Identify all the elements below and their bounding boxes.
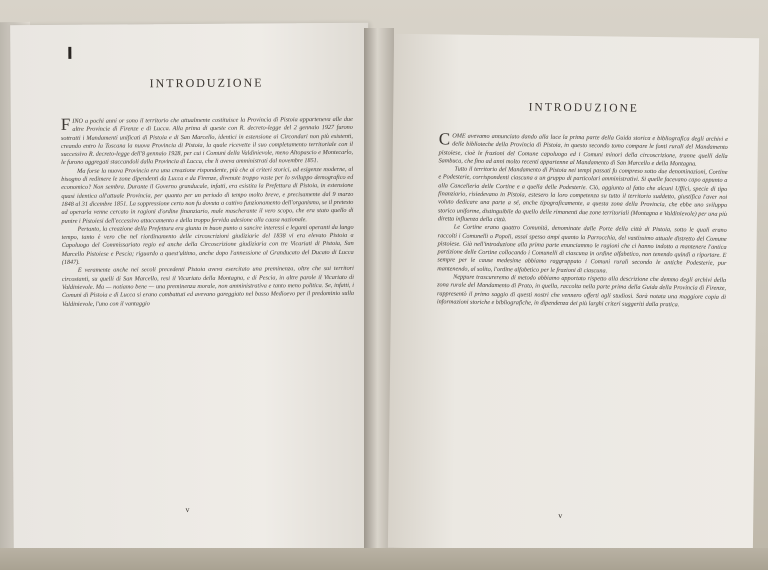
left-paragraph-3: Pertanto, la creazione della Prefettura era giunta in buon punto a sancire interessi e legami operanti da lungo tempo, tanto è vero che nel riordinamento delle circoscrizioni giudiziarie del 1838 vi era elevato Pistoia a Capoluogo del Commissariato regio ed anche della Circoscrizione giudiziaria con tre Vicariati di Pistoia, San Marcello Pistoiese e Pescia; riguardo a quest'ultimo, anche dopo l'annessione al Granducato del Ducato di Lucca (1847). bbox=[61, 223, 354, 266]
left-page-title: INTRODUZIONE bbox=[149, 75, 264, 91]
right-paragraph-4: Neppure trascureremo di metodo abbiamo apportato rispetto alla descrizione che demmo degli archivi della zona rurale del Mandamento di Prato, in quella, raccolta nella parte prima della Guida della Provincia di Firenze, rappresentò il primo saggio di questi nostri che vennero offerti agli studiosi. Sarà notata una maggiore copia di informazioni storiche e bibliografiche, in dipendenza dei più larghi criteri suggeriti dalla pratica. bbox=[436, 273, 727, 309]
left-page-number: v bbox=[185, 505, 190, 515]
left-paragraph-1: FINO a pochi anni or sono il territorio che attualmente costituisce la Provincia di Pistoia apparteneva alle due altre Provincie di Firenze e di Lucca. Alla prima di queste con R. decreto-legge del 2 gennaio 1927 furono sottratti i Mandamenti unificati di Pistoia e di San Marcello, identici in estensione ai Circondari non più esistenti, creando entro la Toscana la nuova Provincia di Pistoia, la quale ricevette il suo completamento territoriale con il successivo R. decreto-legge dell'8 gennaio 1928, per cui i Comuni della Valdinievole, meno Altopascio e Montecarlo, le furono aggregati staccandoli dalla Provincia di Lucca, che li aveva amministrati dal novembre 1851. bbox=[60, 114, 354, 167]
left-page bbox=[10, 23, 372, 557]
left-paragraph-2: Ma forse la nuova Provincia era una creazione rispondente, più che ai criteri storici, ad esigenze moderne, al bisogno di redimere le zone dipendenti da Lucca e da Firenze, divenute troppo vaste per lo sviluppo demografico ed economico? Non sembra. Durante il Governo granducale, infatti, era esistita la Prefettura di Pistoia, in estensione quasi identica all'attuale Provincia, per quanto per un periodo di tempo molto breve, e precisamente dal 9 marzo 1848 al 31 dicembre 1851. La soppressione certo non fu dovuta a cattivo funzionamento dell'organismo, se il pretesto ad operarla venne cercato in ragioni d'ordine finanziario, male mascherante il vero scopo, che era stato quello di punire i Pistoiesi dell'eccessivo attaccamento e della troppo fervida adesione alla causa nazionale. bbox=[61, 165, 354, 225]
right-paragraph-3: Le Cortine erano quattro Comunità, denominate dalle Porte della città di Pistoia, sotto le quali erano raccolti i Comunelli o Popoli, assai spesso ampi quanto la Parrocchia, del vastissimo attuale distretto del Comune pistoiese. Già nell'introduzione alla prima parte enunciammo le ragioni che ci hanno indotto a mantenere l'antica partizione delle Cortine collocando i Comunelli di ciascuna in ordine alfabetico, non tenendo quindi a riportare. E sempre per le cause medesime abbiamo raggruppato i Comuni rurali secondo le antiche Podesterie, pur mantenendo, al solito, l'ordine alfabetico per le frazioni di ciascuna. bbox=[437, 223, 727, 275]
right-paragraph-2: Tutto il territorio del Mandamento di Pistoia nei tempi passati fu compreso sotto due denominazioni, Cortine e Podesterie, corrispondenti ciascuna a un gruppo di particolari amministrativi. Si quelle facevano capo appunto a alla Cancelleria delle Cortine e a quella delle Podesterie. Ciò, aggiunto al fatto che alcuni Uffici, specie di tipo finanziario, risiedevano in Pistoia, estesero la loro competenza su tutto il territorio suddetto, giustifica l'aver noi voluto dedicare una parte a sé, anche tipograficamente, a questa zona della Provincia, che ebbe uno sviluppo storico uniforme, distinguibile da quello delle rimanenti due zone territoriali (Montagna e Valdinievole) per una più diretta influenza della città. bbox=[437, 165, 728, 224]
table-surface bbox=[0, 548, 768, 570]
ink-mark bbox=[68, 47, 71, 59]
right-page bbox=[388, 34, 759, 552]
right-paragraph-1: COME avevamo annunciato dando alla luce la prima parte della Guida storica e bibliografica degli archivi e delle biblioteche della Provincia di Pistoia, in questo secondo tomo compare le fonti rurali del Mandamento pistoiese, cioè le frazioni del Comune capoluogo ed i Comuni minori della circoscrizione, tranne quelli della Sambuca, che fino ad anni molto recenti appartenne al Mandamento di San Marcello e della Montagna. bbox=[438, 129, 728, 168]
right-page-number: v bbox=[558, 510, 563, 520]
right-page-title: INTRODUZIONE bbox=[528, 101, 639, 115]
left-paragraph-4: E veramente anche nei secoli precedenti Pistoia aveva esercitato una preminenza, oltre che sui territori circostanti, su quelli di San Marcello, resi il Vicariato della Montagna, e di Pescia, in altre parole il Vicariato di Valdinievole. Ma — notiamo bene — una preminenza morale, non amministrativa e tanto meno politica. Se, infatti, i Comuni di Pistoia e di Lucca si erano combattuti ed avevano gareggiato nel basso Medioevo per il predominio sulla Valdinievole, l'uno con il vantaggio bbox=[61, 265, 355, 308]
